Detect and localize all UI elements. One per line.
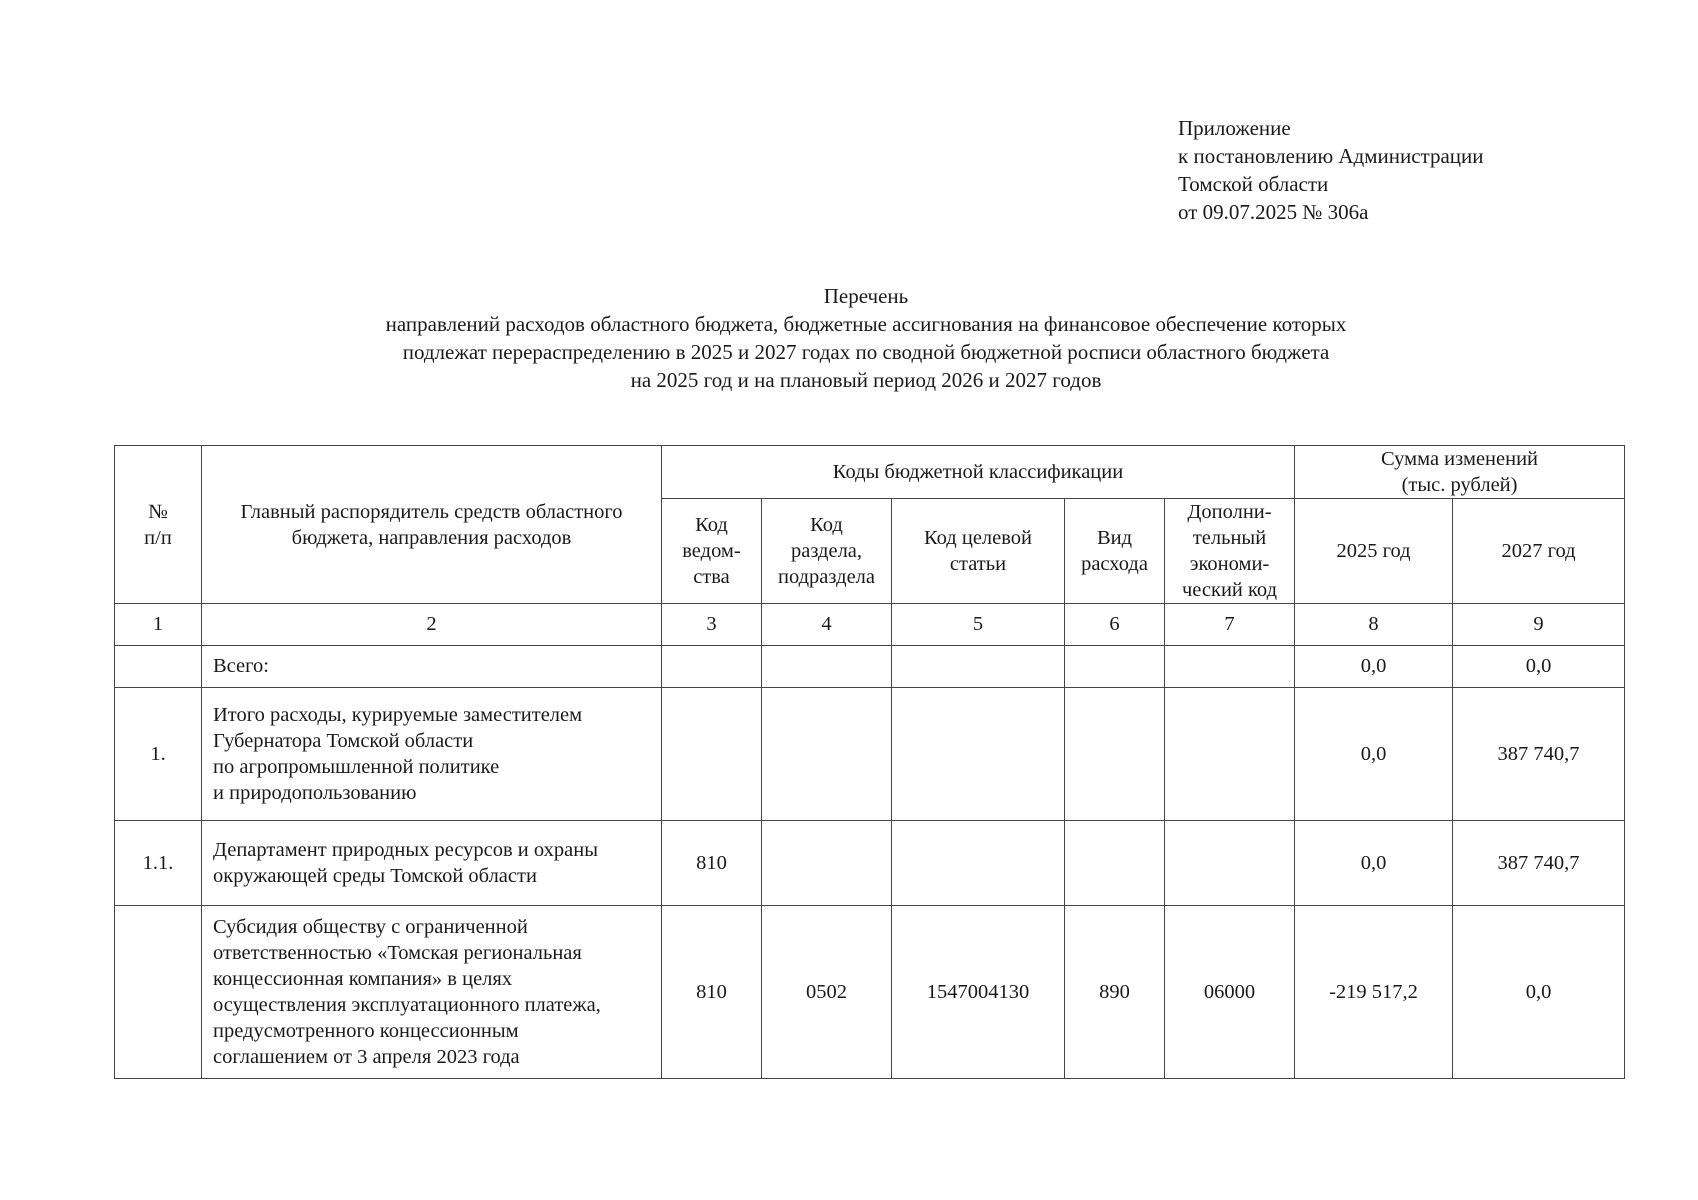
header-dept-line: ства [693,566,730,588]
header-num-line: № [148,500,168,523]
col-number: 4 [762,604,892,646]
row-name-line: концессионная компания» в целях [213,968,513,990]
col-number: 3 [662,604,762,646]
row-target-code [892,821,1065,906]
header-extra-line: ческий код [1181,579,1278,601]
table-row [115,821,1625,906]
row-num [115,646,202,688]
header-sum-line: Сумма изменений [1381,448,1539,470]
header-name [202,446,662,604]
row-extra-code [1165,688,1295,821]
appendix-line: Приложение [1178,116,1291,140]
row-section-code [762,821,892,906]
row-sum-2025: 0,0 [1295,646,1453,688]
row-section-code [762,688,892,821]
header-name-line: Главный распорядитель средств областного [240,500,623,523]
row-dept-code [662,688,762,821]
row-num: 1. [115,688,202,821]
appendix-line: к постановлению Администрации [1178,144,1484,168]
budget-table [114,445,1625,1079]
header-extra-code [1165,499,1295,604]
header-extra-line: Дополни- [1187,501,1272,523]
header-section-code [762,499,892,604]
row-sum-2027: 387 740,7 [1453,688,1625,821]
col-number: 8 [1295,604,1453,646]
row-target-code: 1547004130 [892,906,1065,1079]
row-num: 1.1. [115,821,202,906]
row-name [202,688,662,821]
title-line: Перечень [823,284,909,308]
row-name-line: Всего: [213,655,269,677]
header-expense-type [1065,499,1165,604]
table-row [115,688,1625,821]
row-name [202,906,662,1079]
header-section-line: подраздела [778,566,875,588]
title-line: на 2025 год и на плановый период 2026 и 2027 годов [630,368,1102,392]
row-name-line: ответственностью «Томская региональная [213,942,582,964]
title-line: подлежат перераспределению в 2025 и 2027 годах по сводной бюджетной росписи областного бюджета [402,340,1330,364]
title-line: направлений расходов областного бюджета, бюджетные ассигнования на финансовое обеспечение которых [385,312,1347,336]
header-dept-line: Код [695,514,728,536]
header-num [115,446,202,604]
header-row-top [115,446,1625,499]
row-extra-code [1165,646,1295,688]
row-name-line: окружающей среды Томской области [213,865,537,887]
row-sum-2025: 0,0 [1295,821,1453,906]
row-dept-code: 810 [662,906,762,1079]
row-extra-code [1165,821,1295,906]
header-year-2025: 2025 год [1295,499,1453,604]
row-sum-2027: 0,0 [1453,906,1625,1079]
appendix-block [1178,114,1484,226]
row-dept-code: 810 [662,821,762,906]
table-row-total [115,646,1625,688]
header-dept-code [662,499,762,604]
col-number: 2 [202,604,662,646]
row-target-code [892,646,1065,688]
header-expense-line: Вид [1096,527,1133,549]
header-name-line: бюджета, направления расходов [291,526,572,549]
table-row [115,906,1625,1079]
header-target-line: Код целевой [923,527,1033,549]
row-expense-type [1065,688,1165,821]
header-codes-group: Коды бюджетной классификации [662,446,1295,499]
row-name-line: Итого расходы, курируемые заместителем [213,704,583,726]
header-section-line: раздела, [790,540,863,562]
row-name-line: Департамент природных ресурсов и охраны [213,839,598,861]
row-sum-2027: 0,0 [1453,646,1625,688]
header-target-line: статьи [949,553,1007,575]
row-num [115,906,202,1079]
header-dept-line: ведом- [682,540,741,562]
row-name-line: предусмотренного концессионным [213,1020,519,1042]
col-number: 5 [892,604,1065,646]
row-dept-code [662,646,762,688]
row-name-line: соглашением от 3 апреля 2023 года [213,1046,520,1068]
appendix-line: от 09.07.2025 № 306а [1178,200,1369,224]
row-expense-type [1065,646,1165,688]
col-number: 9 [1453,604,1625,646]
row-name-line: Губернатора Томской области [213,730,474,752]
col-number: 6 [1065,604,1165,646]
row-sum-2025: -219 517,2 [1295,906,1453,1079]
document-title [100,282,1632,394]
row-target-code [892,688,1065,821]
row-expense-type: 890 [1065,906,1165,1079]
row-name-line: осуществления эксплуатационного платежа, [213,994,601,1016]
row-section-code: 0502 [762,906,892,1079]
appendix-line: Томской области [1178,172,1329,196]
column-numbers-row [115,604,1625,646]
row-name-line: по агропромышленной политике [213,756,500,778]
header-section-line: Код [810,514,843,536]
row-expense-type [1065,821,1165,906]
header-expense-line: расхода [1081,553,1148,575]
row-name [202,821,662,906]
row-extra-code: 06000 [1165,906,1295,1079]
header-extra-line: тельный [1192,527,1267,549]
row-section-code [762,646,892,688]
header-sum-line: (тыс. рублей) [1401,474,1518,496]
header-num-line: п/п [144,526,172,549]
row-sum-2027: 387 740,7 [1453,821,1625,906]
row-sum-2025: 0,0 [1295,688,1453,821]
row-name [202,646,662,688]
header-sum-group [1295,446,1625,499]
header-extra-line: экономи- [1189,553,1270,575]
header-target-code [892,499,1065,604]
row-name-line: и природопользованию [213,782,417,804]
header-year-2027: 2027 год [1453,499,1625,604]
col-number: 7 [1165,604,1295,646]
row-name-line: Субсидия обществу с ограниченной [213,916,528,938]
col-number: 1 [115,604,202,646]
